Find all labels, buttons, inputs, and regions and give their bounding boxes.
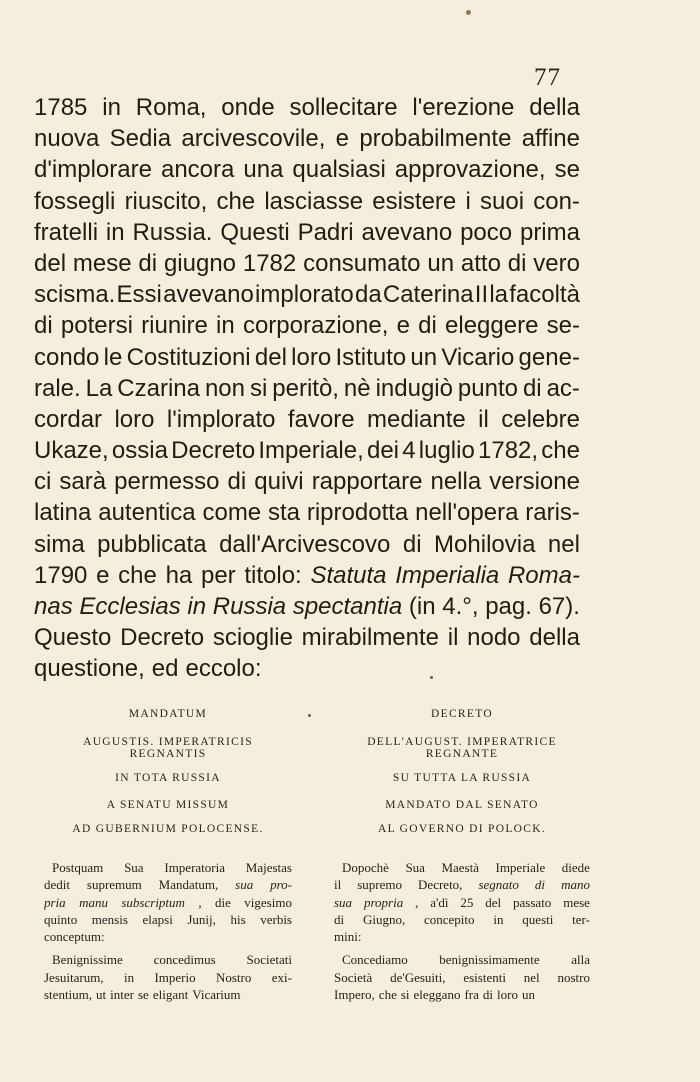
paragraph-line: Benignissime concedimus Societati [52, 952, 292, 968]
italian-paragraphs [334, 859, 590, 1003]
body-line: di potersi riunire in corporazione, e di eleggere se- [34, 312, 580, 340]
paragraph-line: sua propria , a'dì 25 del passato mese [334, 894, 590, 910]
paragraph-line: mini: [334, 929, 362, 945]
body-line: questione, ed eccolo: [34, 655, 262, 683]
body-line: 1790 e che ha per titolo: Statuta Imperialia Roma- [34, 561, 580, 589]
paragraph-line: Società de'Gesuiti, esistenti nel nostro [334, 969, 590, 985]
paragraph-line: Postquam Sua Imperatoria Majestas [52, 860, 292, 875]
italian-heading-2: DELL'AUGUST. IMPERATRICE REGNANTE [367, 736, 557, 760]
body-line: rale. La Czarina non si peritò, nè indugiò punto di ac- [34, 374, 580, 402]
body-line: sima pubblicata dall'Arcivescovo di Mohilovia nel [34, 530, 580, 558]
print-dot [430, 676, 433, 679]
paragraph-line: dedit supremum Mandatum, sua pro- [44, 877, 292, 893]
paragraph-line: di Giugno, concepito in questi ter- [334, 911, 590, 927]
body-line: ci sarà permesso di quivi rapportare nella versione [34, 468, 580, 496]
paragraph-line: pria manu subscriptum , die vigesimo [44, 894, 292, 910]
paragraph-line: conceptum: [44, 929, 105, 945]
italian-heading-3: SU TUTTA LA RUSSIA [392, 772, 532, 784]
body-line: cordar loro l'implorato favore mediante il celebre [34, 405, 580, 433]
latin-heading-4: A SENATU MISSUM [106, 799, 230, 811]
italian-heading-5: AL GOVERNO DI POLOCK. [377, 823, 547, 835]
body-line: Ukaze, ossia Decreto Imperiale, dei 4 luglio 1782, che [34, 437, 580, 465]
page-number: 77 [534, 64, 561, 91]
paragraph-line: Impero, che si eleggano fra di loro un [334, 987, 535, 1003]
decree-paragraph [334, 859, 590, 945]
latin-heading-3: IN TOTA RUSSIA [115, 772, 221, 784]
body-line: condo le Costituzioni del loro Istituto un Vicario gene- [34, 343, 580, 371]
body-line: nuova Sedia arcivescovile, e probabilmente affine [34, 125, 580, 153]
body-line: del mese di giugno 1782 consumato un atto di vero [34, 249, 580, 277]
body-line: fratelli in Russia. Questi Padri avevano poco prima [34, 218, 580, 246]
latin-paragraphs [44, 859, 292, 1003]
paragraph-line: Jesuitarum, in Imperio Nostro exi- [44, 969, 292, 985]
main-body-text [34, 92, 580, 685]
paragraph-line: Concediamo benignissimamente alla [342, 952, 590, 968]
paragraph-line: Dopochè Sua Maestà Imperiale diede [342, 860, 590, 875]
body-line: Questo Decreto scioglie mirabilmente il nodo della [34, 624, 580, 652]
latin-heading-1: MANDATUM [128, 708, 208, 720]
decree-paragraph [44, 951, 292, 1003]
body-line: nas Ecclesias in Russia spectantia (in 4.°, pag. 67). [34, 593, 580, 620]
latin-heading-2: AUGUSTIS. IMPERATRICIS REGNANTIS [83, 736, 253, 760]
decree-paragraph [44, 859, 292, 945]
latin-heading-5: AD GUBERNIUM POLOCENSE. [72, 823, 264, 835]
italian-column [334, 708, 590, 1003]
print-speck [466, 10, 471, 15]
body-line: scisma. Essi avevano implorato da Caterina II la facoltà [34, 281, 580, 309]
body-line: 1785 in Roma, onde sollecitare l'erezione della [34, 94, 580, 121]
paragraph-line: quinto mensis elapsi Junij, his verbis [44, 911, 292, 927]
italian-heading-1: DECRETO [431, 708, 493, 720]
print-dot [308, 714, 311, 717]
paragraph-line: il supremo Decreto, segnato di mano [334, 877, 590, 893]
paragraph-line: stentium, ut inter se eligant Vicarium [44, 987, 241, 1003]
decree-paragraph [334, 951, 590, 1003]
body-line: fossegli riuscito, che lasciasse esistere i suoi con- [34, 187, 580, 215]
body-line: d'implorare ancora una qualsiasi approvazione, se [34, 156, 580, 184]
body-line: latina autentica come sta riprodotta nell'opera raris- [34, 499, 580, 527]
latin-column [44, 708, 292, 1003]
italian-heading-4: MANDATO DAL SENATO [385, 799, 539, 811]
